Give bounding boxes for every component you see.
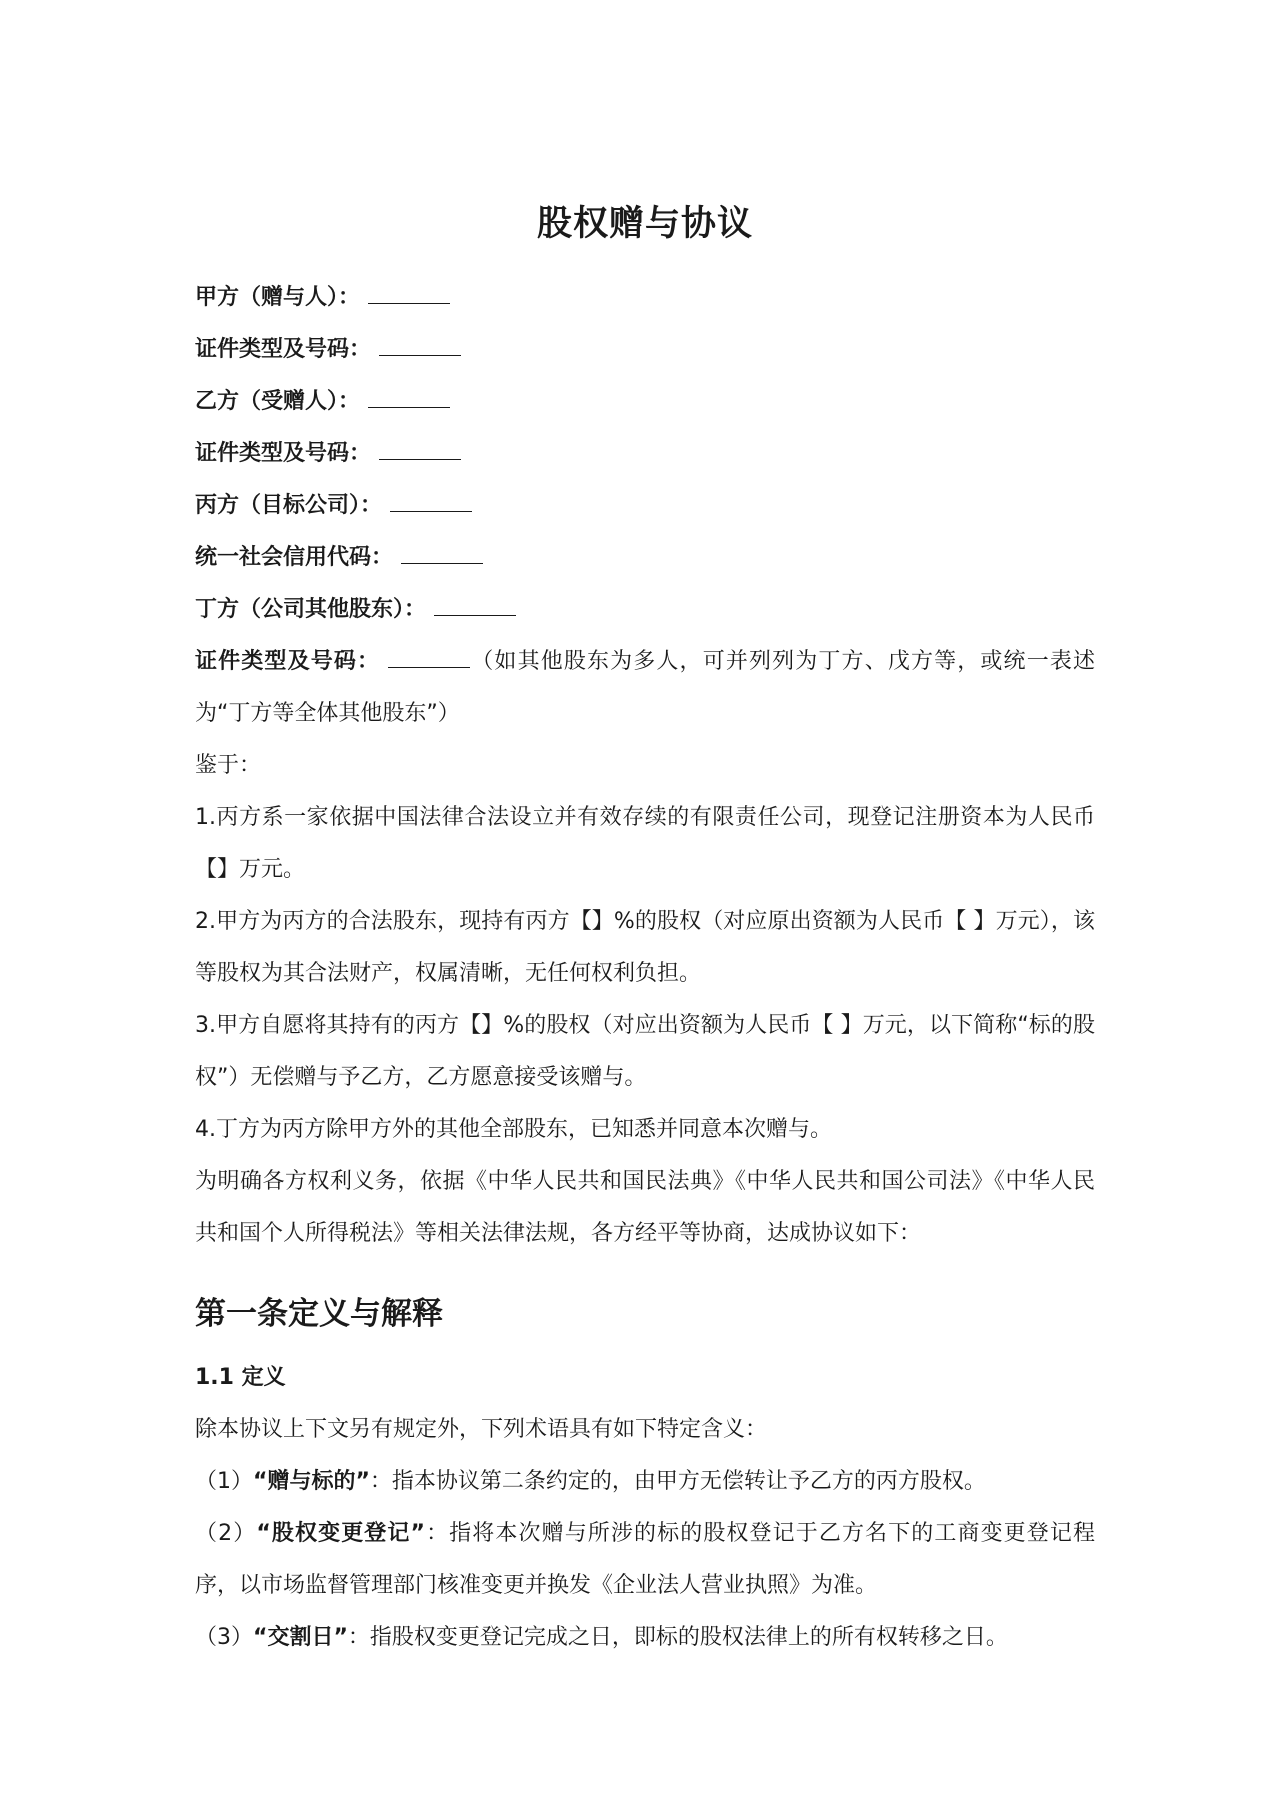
party-line-donor [195,272,1095,324]
definition-number: （1） [195,1469,253,1494]
definition-item [195,1612,1095,1664]
party-note: （如其他股东为多人，可并列列为丁方、戊方等，或统一表述为“丁方等全体其他股东”） [195,649,1095,726]
blank-field [388,641,470,668]
definition-term: “股权变更登记” [256,1521,425,1546]
party-line-other-id [195,636,1095,740]
recital-item: 4.丁方为丙方除甲方外的其他全部股东，已知悉并同意本次赠与。 [195,1117,832,1142]
party-line-donee-id [195,428,1095,480]
blank-field [379,329,461,356]
party-label: 乙方（受赠人）： [195,389,361,414]
definitions-intro: 除本协议上下文另有规定外，下列术语具有如下特定含义： [195,1417,768,1442]
party-label: 证件类型及号码： [195,649,381,674]
party-label: 证件类型及号码： [195,441,372,466]
definition-number: （3） [195,1625,253,1650]
party-line-company [195,480,1095,532]
recital-item: 2.甲方为丙方的合法股东，现持有丙方【】%的股权（对应原出资额为人民币【 】万元），该等股权为其合法财产，权属清晰，无任何权利负担。 [195,909,1095,986]
blank-field [401,537,483,564]
party-label: 丙方（目标公司）： [195,493,383,518]
blank-field [368,381,450,408]
definition-term: “交割日” [253,1625,348,1650]
definition-text: ：指股权变更登记完成之日，即标的股权法律上的所有权转移之日。 [347,1625,1008,1650]
document-title: 股权赠与协议 [536,204,753,244]
party-label: 甲方（赠与人）： [195,285,361,310]
recital-item: 1.丙方系一家依据中国法律合法设立并有效存续的有限责任公司，现登记注册资本为人民币【】万元。 [195,805,1095,882]
party-line-other-shareholders [195,584,1095,636]
whereas-label: 鉴于： [195,753,262,778]
definition-text: ：指将本次赠与所涉的标的股权登记于乙方名下的工商变更登记程序，以市场监督管理部门核准变更并换发《企业法人营业执照》为准。 [195,1521,1095,1598]
definition-item [195,1508,1095,1612]
party-line-donor-id [195,324,1095,376]
recital-item: 3.甲方自愿将其持有的丙方【】%的股权（对应出资额为人民币【 】万元，以下简称“标的股权”）无偿赠与予乙方，乙方愿意接受该赠与。 [195,1013,1095,1090]
definition-term: “赠与标的” [253,1469,370,1494]
blank-field [379,433,461,460]
definition-text: ：指本协议第二条约定的，由甲方无偿转让予乙方的丙方股权。 [369,1469,986,1494]
definition-item [195,1456,1095,1508]
definition-number: （2） [195,1521,257,1546]
document-content [195,196,1095,1664]
blank-field [368,277,450,304]
blank-field [434,589,516,616]
preamble: 为明确各方权利义务，依据《中华人民共和国民法典》《中华人民共和国公司法》《中华人民共和国个人所得税法》等相关法律法规，各方经平等协商，达成协议如下： [195,1169,1095,1246]
subsection-title: 1.1 定义 [195,1365,286,1390]
blank-field [390,485,472,512]
party-line-donee [195,376,1095,428]
party-label: 证件类型及号码： [195,337,372,362]
party-line-credit-code [195,532,1095,584]
party-label: 统一社会信用代码： [195,545,394,570]
section-title: 第一条定义与解释 [195,1296,443,1332]
party-label: 丁方（公司其他股东）： [195,597,427,622]
